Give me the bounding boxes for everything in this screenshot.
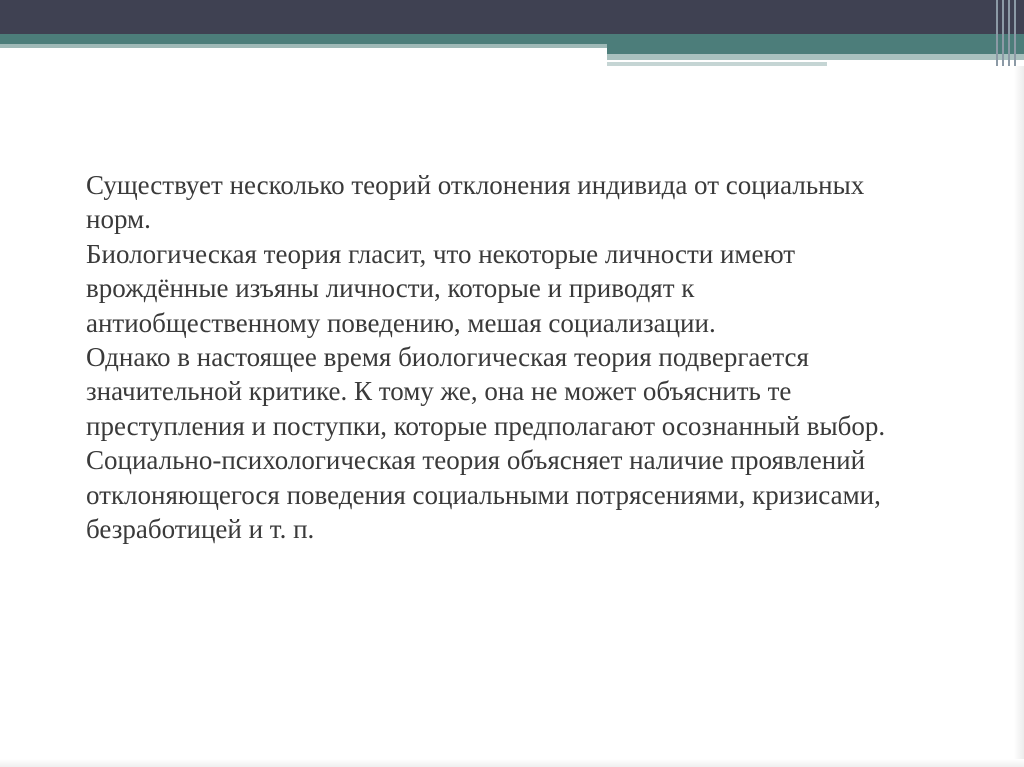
header-tab-light-accent: [607, 62, 827, 66]
paragraph-intro: Существует несколько теорий отклонения индивида от социальных норм.: [86, 170, 865, 235]
header-tab-teal: [607, 44, 1024, 54]
decor-line: [1014, 0, 1016, 66]
paragraph-socio-psychological-theory: Социально-психологическая теория объясняет наличие проявлений отклоняющегося поведения социальными потрясениями, кризисами, безработицей и т. п.: [86, 445, 881, 545]
decor-line: [1002, 0, 1004, 66]
slide-shadow-right: [1014, 66, 1024, 767]
slide-body-text: [86, 168, 916, 546]
header-tab-light: [607, 54, 1024, 60]
header-teal-band: [0, 34, 1024, 44]
paragraph-biological-theory: Биологическая теория гласит, что некоторые личности имеют врождённые изъяны личности, которые и приводят к антиобщественному поведению, мешая социализации.: [86, 238, 796, 338]
decor-line: [1008, 0, 1010, 66]
decor-line: [996, 0, 998, 66]
header-dark-band: [0, 0, 1024, 34]
slide-shadow-bottom: [0, 759, 1024, 767]
paragraph-criticism: Однако в настоящее время биологическая теория подвергается значительной критике. К тому же, она не может объяснить те преступления и поступки, которые предполагают осознанный выбор.: [86, 342, 886, 441]
